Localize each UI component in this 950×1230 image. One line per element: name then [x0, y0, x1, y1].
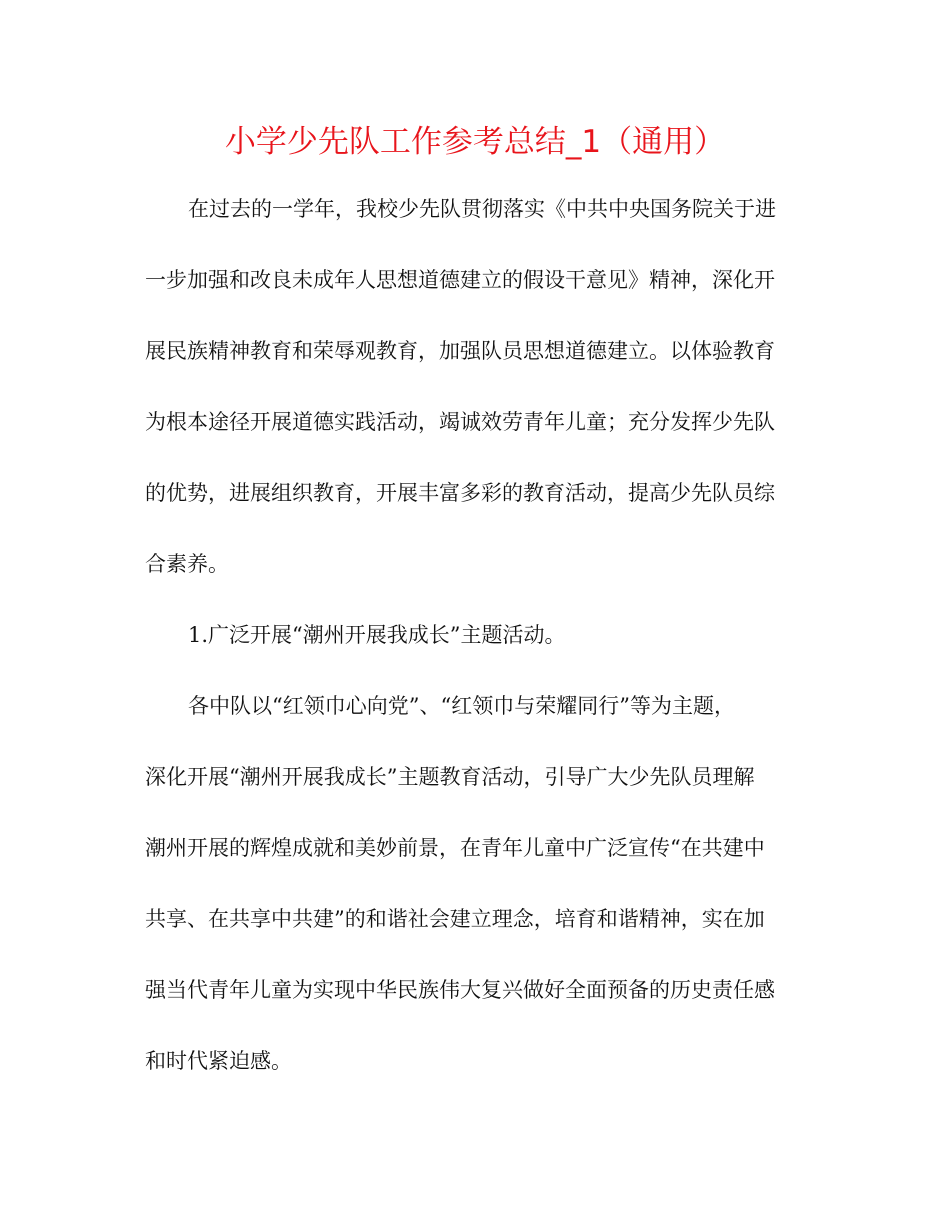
text-line: 共享、在共享中共建”的和谐社会建立理念，培育和谐精神，实在加 — [145, 907, 765, 931]
text-line: 各中队以“红领巾心向党”、“红领巾与荣耀同行”等为主题， — [188, 694, 735, 718]
paragraph-intro — [145, 174, 805, 600]
section-heading — [145, 600, 805, 671]
text-line: 和时代紧迫感。 — [145, 1049, 292, 1073]
text-line: 为根本途径开展道德实践活动，竭诚效劳青年儿童；充分发挥少先队 — [145, 410, 775, 434]
text-line: 深化开展“潮州开展我成长”主题教育活动，引导广大少先队员理解 — [145, 765, 755, 789]
text-line: 合素养。 — [145, 552, 229, 576]
text-line: 的优势，进展组织教育，开展丰富多彩的教育活动，提高少先队员综 — [145, 481, 775, 505]
text-line: 一步加强和改良未成年人思想道德建立的假设干意见》精神，深化开 — [145, 268, 775, 292]
text-line: 展民族精神教育和荣辱观教育，加强队员思想道德建立。以体验教育 — [145, 339, 775, 363]
text-line: 强当代青年儿童为实现中华民族伟大复兴做好全面预备的历史责任感 — [145, 978, 775, 1002]
text-line: 潮州开展的辉煌成就和美妙前景，在青年儿童中广泛宣传“在共建中 — [145, 836, 765, 860]
text-line: 在过去的一学年，我校少先队贯彻落实《中共中央国务院关于进 — [188, 197, 776, 221]
document-title: 小学少先队工作参考总结_1（通用） — [224, 124, 726, 160]
document-body — [145, 174, 805, 1097]
text-line: 1.广泛开展“潮州开展我成长”主题活动。 — [188, 623, 566, 647]
paragraph-activity — [145, 671, 805, 1097]
